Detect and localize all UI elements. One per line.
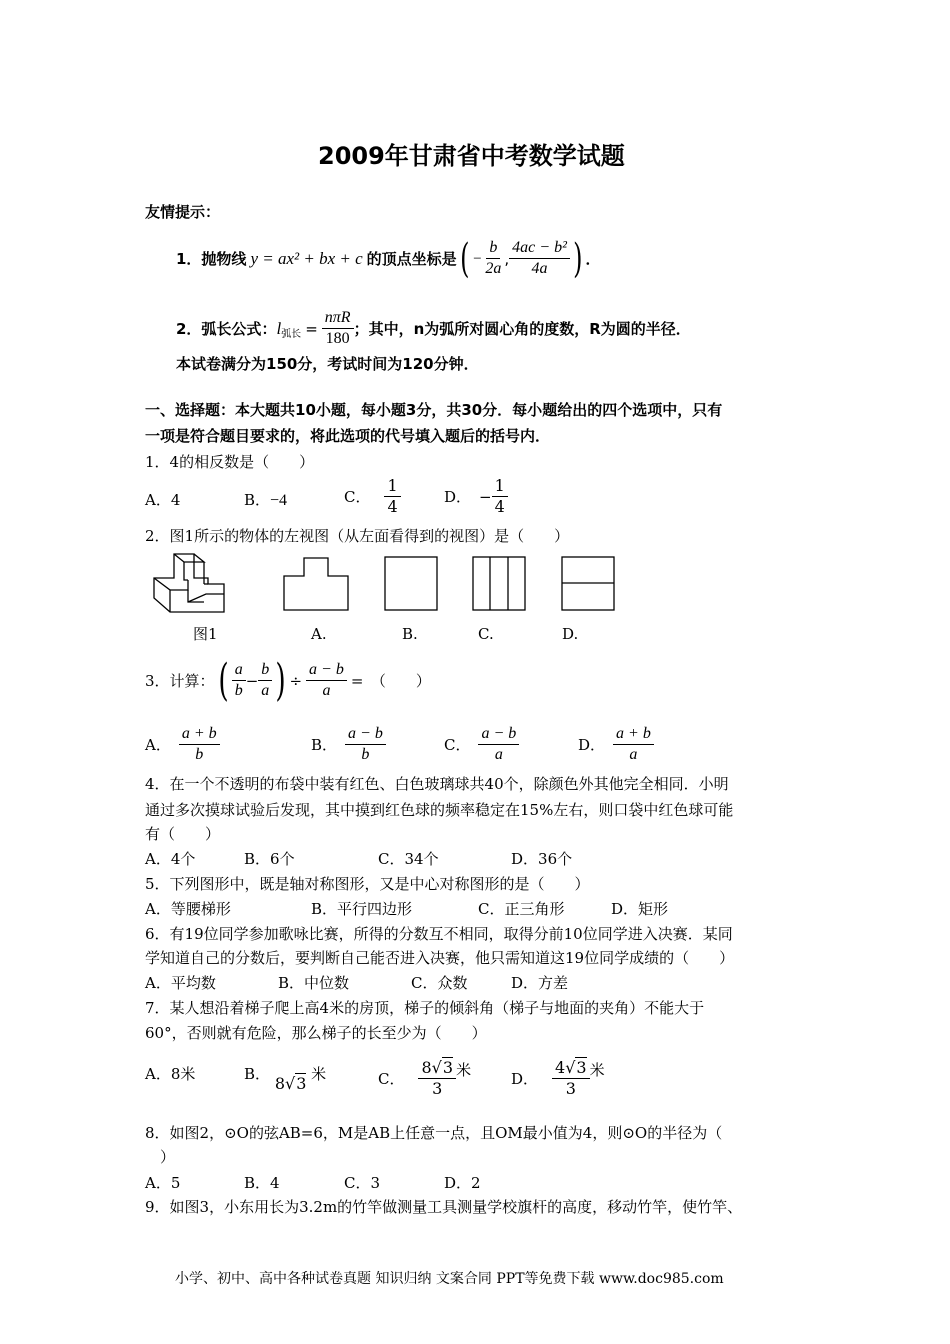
q1-stem: 1．4的相反数是（ ）: [145, 453, 315, 471]
q1-option-a: A．4: [145, 491, 181, 509]
page-footer: 小学、初中、高中各种试卷真题 知识归纳 文案合同 PPT等免费下载 www.doc985.com: [175, 1271, 724, 1287]
option-b-figure: [384, 556, 438, 612]
q7-option-b: B． 8√3 米: [244, 1065, 327, 1093]
tip2-sub: 弧长: [281, 328, 302, 340]
tip1-formula: y = ax² + bx + c: [250, 248, 363, 268]
q2-stem: 2．图1所示的物体的左视图（从左面看得到的视图）是（ ）: [145, 527, 570, 545]
tip-1: 1．抛物线 y = ax² + bx + c 的顶点坐标是 ( − $\frac{b}{2a}$ , $\frac{\text{4ac − b²}}{4a}$ ) ．: [176, 235, 601, 282]
tip1-middle: 的顶点坐标是: [366, 249, 457, 268]
q8-option-b: B．4: [244, 1174, 280, 1192]
q5-stem: 5．下列图形中，既是轴对称图形，又是中心对称图形的是（ ）: [145, 875, 590, 893]
q6-option-b: B．中位数: [278, 974, 350, 992]
option-d-figure: [561, 556, 615, 612]
q2-label-c: C.: [478, 625, 494, 643]
q5-option-d: D．矩形: [611, 900, 669, 918]
tip2-l: l: [276, 318, 282, 338]
q4-line1: 4．在一个不透明的布袋中装有红色、白色玻璃球共40个，除颜色外其他完全相同．小明: [145, 775, 729, 793]
q6-line2: 学知道自己的分数后，要判断自己能否进入决赛，他只需知道这19位同学成绩的（ ）: [145, 949, 735, 967]
q1-option-d: D． − $\frac{1}{4}$: [444, 476, 508, 517]
q4-option-c: C．34个: [378, 850, 439, 868]
q8-line1: 8．如图2，⊙O的弦AB=6，M是AB上任意一点，且OM最小值为4，则⊙O的半径为（: [145, 1124, 723, 1142]
q4-line3: 有（ ）: [145, 825, 221, 843]
q8-option-c: C．3: [344, 1174, 381, 1192]
q4-option-a: A．4个: [145, 850, 196, 868]
q8-line2: ）: [160, 1148, 176, 1166]
tip1-prefix: 1．抛物线: [176, 249, 247, 268]
q5-option-a: A．等腰梯形: [145, 900, 231, 918]
q9-line1: 9．如图3，小东用长为3.2m的竹竿做测量工具测量学校旗杆的高度，移动竹竿，使竹竿、: [145, 1198, 743, 1216]
q6-option-d: D．方差: [511, 974, 569, 992]
figure-1-solid: [150, 550, 230, 616]
q7-option-d: D． $\frac{4√3}{3}$ 米: [511, 1058, 605, 1098]
q3-option-d: D． $\frac{a + b}{a}$: [578, 724, 654, 765]
q2-label-d: D.: [562, 625, 579, 643]
figure-1-caption: 图1: [193, 625, 218, 643]
q8-option-a: A．5: [145, 1174, 181, 1192]
q6-option-a: A．平均数: [145, 974, 216, 992]
tips-heading: 友情提示：: [145, 203, 221, 221]
vertex-x: $\frac{b}{2a}$: [485, 239, 502, 277]
q5-option-c: C．正三角形: [478, 900, 565, 918]
exam-note: 本试卷满分为150分，考试时间为120分钟．: [176, 355, 479, 373]
q4-option-d: D．36个: [511, 850, 573, 868]
option-a-figure: [282, 556, 350, 612]
q1-option-c: C． $\frac{1}{4}$: [344, 476, 401, 517]
q7-line1: 7．某人想沿着梯子爬上高4米的房顶，梯子的倾斜角（梯子与地面的夹角）不能大于: [145, 999, 705, 1017]
q5-option-b: B．平行四边形: [311, 900, 413, 918]
q4-line2: 通过多次摸球试验后发现，其中摸到红色球的频率稳定在15%左右，则口袋中红色球可能: [145, 801, 734, 819]
q6-line1: 6．有19位同学参加歌咏比赛，所得的分数互不相同，取得分前10位同学进入决赛．某同: [145, 925, 733, 943]
section1-line2: 一项是符合题目要求的，将此选项的代号填入题后的括号内．: [145, 427, 551, 445]
arc-length-fraction: $\frac{\text{nπR}}{180}$: [322, 308, 354, 349]
section1-line1: 一、选择题：本大题共10小题，每小题3分，共30分．每小题给出的四个选项中，只有: [145, 401, 723, 419]
tip2-prefix: 2．弧长公式：: [176, 319, 277, 338]
left-paren: (: [459, 235, 470, 282]
tip-2: 2．弧长公式： l 弧长 = $\frac{\text{nπR}}{180}$ ；其中，n为弧所对圆心角的度数，R为圆的半径．: [176, 309, 691, 347]
q3-option-c: C． $\frac{a - b}{a}$: [444, 724, 519, 765]
page-title: 2009年甘肃省中考数学试题: [318, 142, 625, 170]
vertex-y: $\frac{\text{4ac − b²}}{4a}$: [509, 238, 570, 279]
q7-option-a: A．8米: [145, 1065, 196, 1083]
option-c-figure: [472, 556, 526, 612]
q7-line2: 60°，否则就有危险，那么梯子的长至少为（ ）: [145, 1024, 487, 1042]
q8-option-d: D．2: [444, 1174, 481, 1192]
q1-option-b: B．−4: [244, 491, 288, 509]
right-paren: ): [572, 235, 583, 282]
q4-option-b: B．6个: [244, 850, 295, 868]
q2-label-a: A.: [311, 625, 327, 643]
q3-stem: 3．计算： ( $\frac{a}{b}$ − $\frac{b}{a}$ ) ÷ $\frac{a - b}{a}$ = （ ）: [145, 654, 431, 706]
q6-option-c: C．众数: [411, 974, 468, 992]
q7-option-c: C． $\frac{8√3}{3}$ 米: [378, 1058, 472, 1098]
q3-option-b: B． $\frac{a - b}{b}$: [311, 724, 386, 765]
tip2-suffix: ；其中，n为弧所对圆心角的度数，R为圆的半径．: [353, 319, 691, 338]
q2-label-b: B.: [402, 625, 418, 643]
q3-option-a: A． $\frac{a + b}{b}$: [145, 724, 220, 765]
